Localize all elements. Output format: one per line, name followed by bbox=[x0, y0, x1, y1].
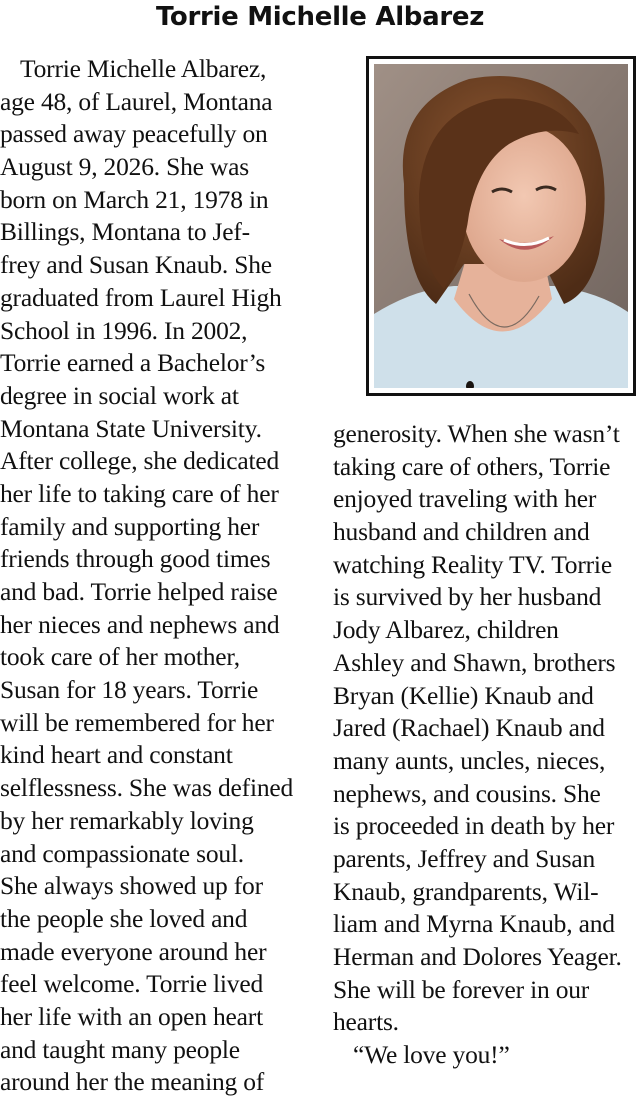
text-line: took care of her mother, bbox=[0, 642, 240, 672]
obituary-text-left-column bbox=[0, 53, 312, 1099]
text-line: taking care of others, Torrie bbox=[333, 451, 611, 481]
closing-quote: “We love you!” bbox=[353, 1040, 510, 1070]
text-line: her nieces and nephews and bbox=[0, 609, 280, 639]
text-line: her life with an open heart bbox=[0, 1001, 263, 1031]
text-line: generosity. When she wasn’t bbox=[333, 419, 620, 448]
text-line: age 48, of Laurel, Montana bbox=[0, 86, 273, 116]
text-line: watching Reality TV. Torrie bbox=[333, 549, 612, 579]
text-line: Montana State University. bbox=[0, 413, 262, 443]
text-line: and compassionate soul. bbox=[0, 838, 244, 868]
text-line: friends through good times bbox=[0, 544, 271, 574]
text-line: School in 1996. In 2002, bbox=[0, 315, 248, 345]
text-line: August 9, 2026. She was bbox=[0, 152, 249, 182]
text-line: Herman and Dolores Yeager. bbox=[333, 942, 622, 971]
text-line: She always showed up for bbox=[0, 871, 263, 901]
text-line: Susan for 18 years. Torrie bbox=[0, 675, 259, 705]
text-line: graduated from Laurel High bbox=[0, 282, 282, 312]
text-line: around her the meaning of bbox=[0, 1067, 265, 1097]
text-line: passed away peacefully on bbox=[0, 119, 268, 149]
text-line: hearts. bbox=[333, 1007, 399, 1037]
text-line: Knaub, grandparents, Wil- bbox=[333, 876, 599, 906]
text-line: Torrie earned a Bachelor’s bbox=[0, 348, 266, 378]
text-line: Bryan (Kellie) Knaub and bbox=[333, 680, 594, 710]
text-line: nephews, and cousins. She bbox=[333, 778, 601, 808]
text-line: Billings, Montana to Jef- bbox=[0, 217, 250, 247]
text-line: kind heart and constant bbox=[0, 740, 233, 770]
text-line: born on March 21, 1978 in bbox=[0, 184, 269, 214]
portrait-photo bbox=[374, 64, 628, 388]
text-line: the people she loved and bbox=[0, 903, 248, 933]
text-line: Torrie Michelle Albarez, bbox=[20, 54, 267, 83]
text-line: Jody Albarez, children bbox=[333, 615, 559, 645]
text-line: by her remarkably loving bbox=[0, 805, 254, 835]
portrait-photo-frame bbox=[366, 56, 636, 396]
text-line: many aunts, uncles, nieces, bbox=[333, 745, 606, 775]
text-line: parents, Jeffrey and Susan bbox=[333, 843, 596, 873]
text-line: selflessness. She was defined bbox=[0, 773, 294, 803]
text-line: After college, she dedicated bbox=[0, 446, 280, 476]
text-line: is survived by her husband bbox=[333, 582, 602, 612]
text-line: her life to taking care of her bbox=[0, 478, 279, 508]
text-line: Jared (Rachael) Knaub and bbox=[333, 713, 605, 743]
text-line: will be remembered for her bbox=[0, 707, 274, 737]
obituary-text-right-column bbox=[333, 418, 640, 1072]
obituary-title: Torrie Michelle Albarez bbox=[155, 2, 485, 32]
text-line: is proceeded in death by her bbox=[333, 811, 615, 841]
text-line: frey and Susan Knaub. She bbox=[0, 250, 272, 280]
text-line: She will be forever in our bbox=[333, 974, 590, 1004]
text-line: and taught many people bbox=[0, 1034, 240, 1064]
text-line: liam and Myrna Knaub, and bbox=[333, 909, 615, 939]
text-line: husband and children and bbox=[333, 517, 590, 547]
text-line: enjoyed traveling with her bbox=[333, 484, 597, 514]
text-line: family and supporting her bbox=[0, 511, 260, 541]
text-line: and bad. Torrie helped raise bbox=[0, 577, 278, 606]
text-line: degree in social work at bbox=[0, 380, 239, 410]
text-line: feel welcome. Torrie lived bbox=[0, 969, 264, 999]
text-line: made everyone around her bbox=[0, 936, 267, 966]
text-line: Ashley and Shawn, brothers bbox=[333, 647, 616, 677]
